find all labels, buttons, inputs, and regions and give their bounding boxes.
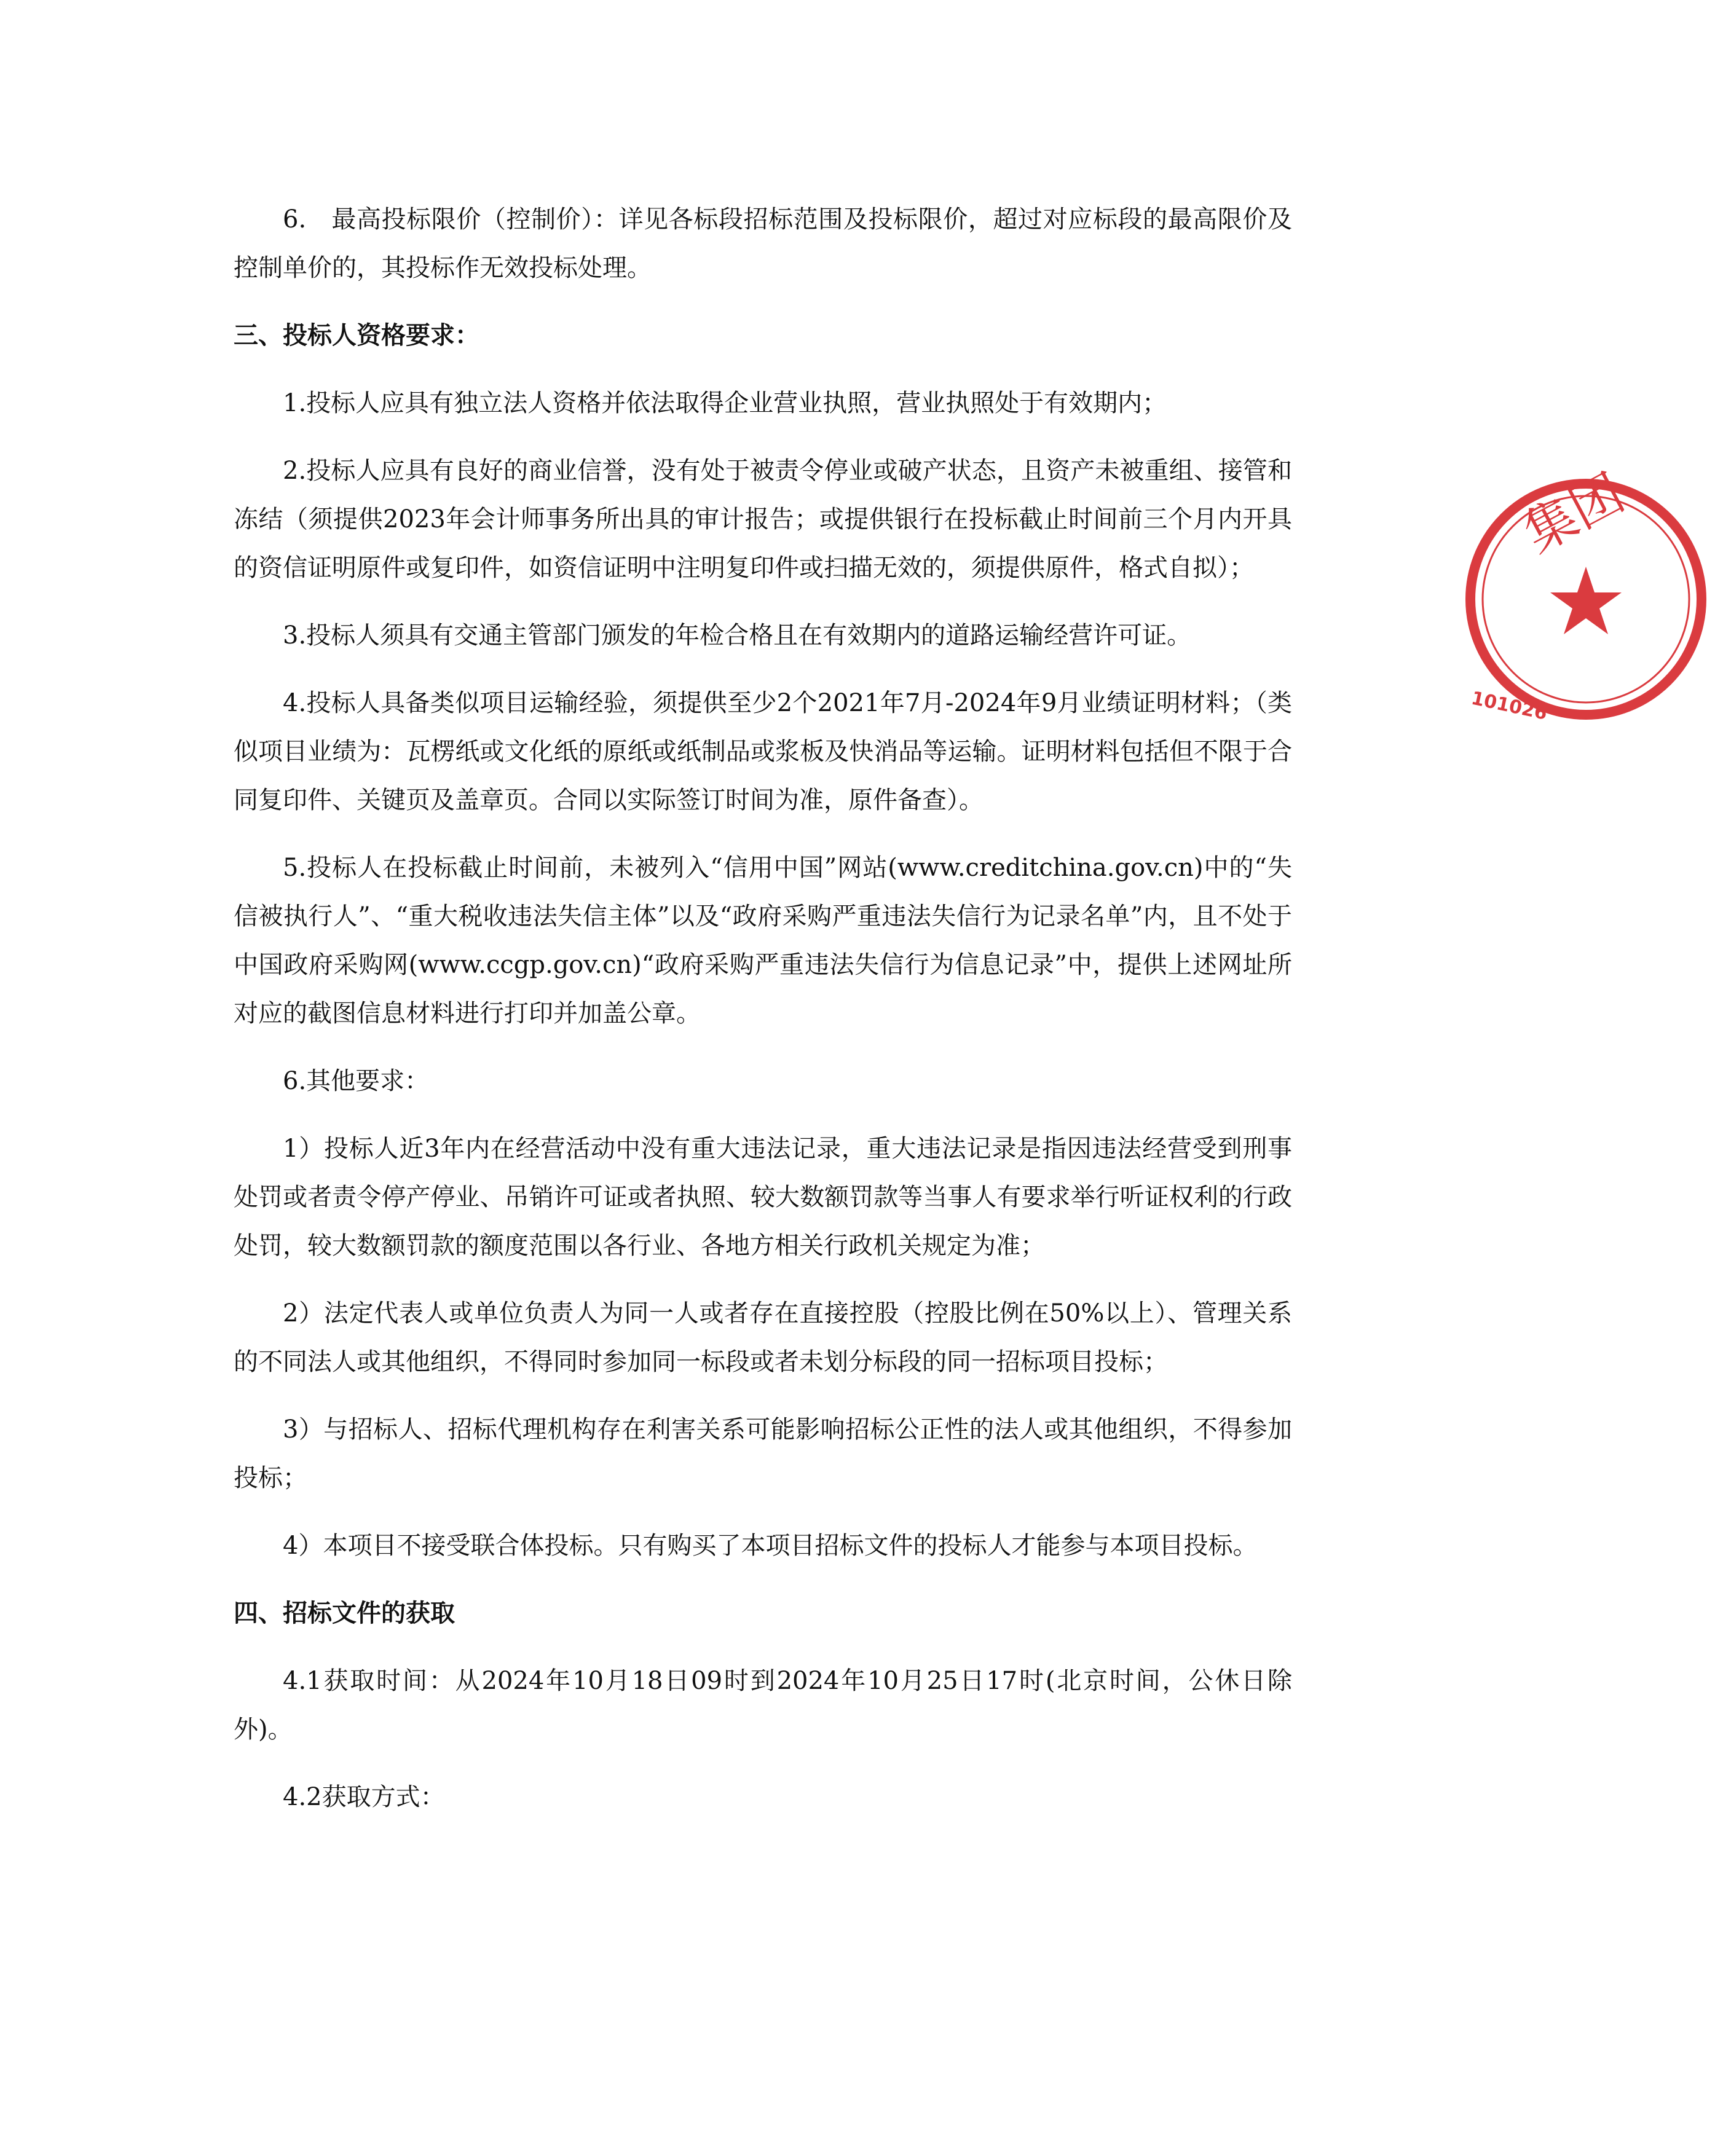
paragraph-qualification-2: 2.投标人应具有良好的商业信誉，没有处于被责令停业或破产状态，且资产未被重组、接管和冻结（须提供2023年会计师事务所出具的审计报告；或提供银行在投标截止时间前三个月内开具的资信证明原件或复印件，如资信证明中注明复印件或扫描无效的，须提供原件，格式自拟）； xyxy=(234,457,1292,582)
document-body xyxy=(234,195,1292,1841)
paragraph-qualification-5: 5.投标人在投标截止时间前，未被列入“信用中国”网站(www.creditchina.gov.cn)中的“失信被执行人”、“重大税收违法失信主体”以及“政府采购严重违法失信行为记录名单”内，且不处于中国政府采购网(www.ccgp.gov.cn)“政府采购严重违法失信行为信息记录”中，提供上述网址所对应的截图信息材料进行打印并加盖公章。 xyxy=(234,854,1292,1028)
seal-graphic xyxy=(1469,462,1701,725)
paragraph-other-requirement-3: 3）与招标人、招标代理机构存在利害关系可能影响招标公正性的法人或其他组织，不得参加投标； xyxy=(234,1415,1292,1492)
paragraph-document-method: 4.2获取方式： xyxy=(283,1783,445,1811)
star-icon xyxy=(1550,567,1622,634)
paragraph-qualification-4: 4.投标人具备类似项目运输经验，须提供至少2个2021年7月-2024年9月业绩证明材料；（类似项目业绩为：瓦楞纸或文化纸的原纸或纸制品或浆板及快消品等运输。证明材料包括但不限于合同复印件、关键页及盖章页。合同以实际签订时间为准，原件备查）。 xyxy=(234,689,1292,814)
company-seal-stamp xyxy=(1457,455,1715,744)
paragraph-other-requirement-2: 2）法定代表人或单位负责人为同一人或者存在直接控股（控股比例在50%以上）、管理关系的不同法人或其他组织，不得同时参加同一标段或者未划分标段的同一招标项目投标； xyxy=(234,1299,1292,1376)
section-heading-bidder-qualification: 三、投标人资格要求： xyxy=(234,321,479,350)
paragraph-qualification-1: 1.投标人应具有独立法人资格并依法取得企业营业执照，营业执照处于有效期内； xyxy=(283,389,1167,417)
seal-number: 101026 xyxy=(1469,687,1550,725)
paragraph-max-bid-price: 6. 最高投标限价（控制价）：详见各标段招标范围及投标限价，超过对应标段的最高限价及控制单价的，其投标作无效投标处理。 xyxy=(234,205,1292,282)
paragraph-other-requirement-1: 1）投标人近3年内在经营活动中没有重大违法记录，重大违法记录是指因违法经营受到刑事处罚或者责令停产停业、吊销许可证或者执照、较大数额罚款等当事人有要求举行听证权利的行政处罚，较大数额罚款的额度范围以各行业、各地方相关行政机关规定为准； xyxy=(234,1135,1292,1260)
paragraph-document-time: 4.1获取时间：从2024年10月18日09时到2024年10月25日17时(北京时间，公休日除外)。 xyxy=(234,1667,1292,1744)
paragraph-qualification-3: 3.投标人须具有交通主管部门颁发的年检合格且在有效期内的道路运输经营许可证。 xyxy=(283,621,1192,650)
section-heading-bid-documents: 四、招标文件的获取 xyxy=(234,1599,455,1627)
paragraph-qualification-6: 6.其他要求： xyxy=(283,1067,430,1095)
seal-characters: 集团 xyxy=(1514,462,1634,564)
paragraph-other-requirement-4: 4）本项目不接受联合体投标。只有购买了本项目招标文件的投标人才能参与本项目投标。 xyxy=(283,1532,1258,1560)
